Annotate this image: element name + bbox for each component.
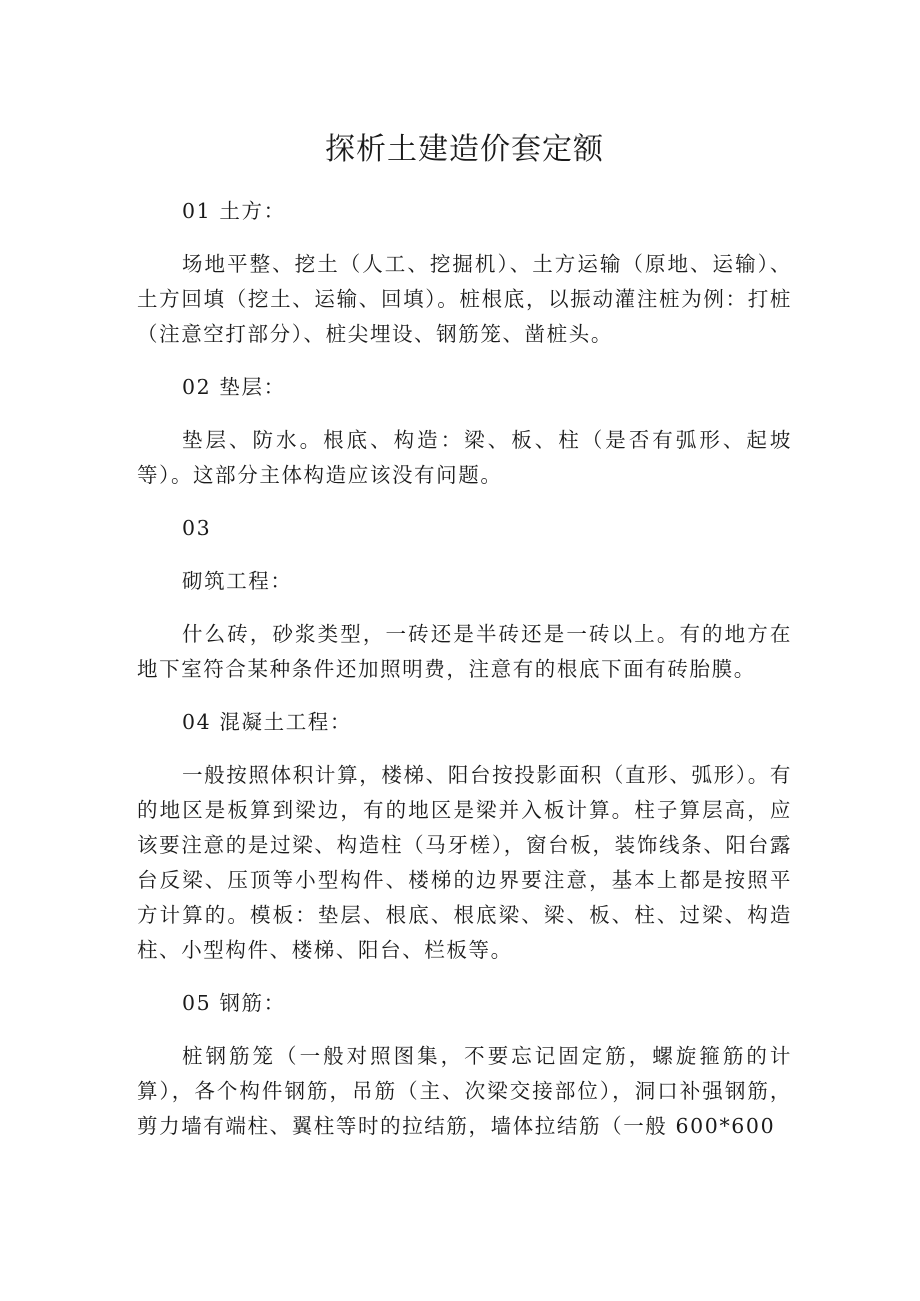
document-page — [137, 0, 792, 1144]
section-03-body: 什么砖，砂浆类型，一砖还是半砖还是一砖以上。有的地方在地下室符合某种条件还加照明费，注意有的根底下面有砖胎膜。 — [137, 622, 792, 681]
section-01-heading: 01 土方： — [182, 199, 286, 223]
section-02-heading: 02 垫层： — [182, 375, 286, 399]
section-04-heading: 04 混凝土工程： — [182, 710, 353, 734]
section-01-body: 场地平整、挖土（人工、挖掘机）、土方运输（原地、运输）、土方回填（挖土、运输、回填）。桩根底，以振动灌注桩为例：打桩（注意空打部分）、桩尖埋设、钢筋笼、凿桩头。 — [137, 252, 792, 346]
section-02-body: 垫层、防水。根底、构造：梁、板、柱（是否有弧形、起坡等）。这部分主体构造应该没有问题。 — [137, 428, 792, 487]
document-title: 探析土建造价套定额 — [325, 132, 604, 167]
section-04-body: 一般按照体积计算，楼梯、阳台按投影面积（直形、弧形）。有的地区是板算到梁边，有的地区是梁并入板计算。柱子算层高，应该要注意的是过梁、构造柱（马牙槎），窗台板，装饰线条、阳台露台反梁、压顶等小型构件、楼梯的边界要注意，基本上都是按照平方计算的。模板：垫层、根底、根底梁、梁、板、柱、过梁、构造柱、小型构件、楼梯、阳台、栏板等。 — [137, 763, 792, 962]
section-03-subheading: 砌筑工程： — [182, 569, 293, 593]
section-03-heading: 03 — [182, 516, 212, 540]
section-05-body: 桩钢筋笼（一般对照图集，不要忘记固定筋，螺旋箍筋的计算），各个构件钢筋，吊筋（主、次梁交接部位），洞口补强钢筋，剪力墙有端柱、翼柱等时的拉结筋，墙体拉结筋（一般 600*600 — [137, 1044, 792, 1138]
section-05-heading: 05 钢筋： — [182, 991, 286, 1015]
